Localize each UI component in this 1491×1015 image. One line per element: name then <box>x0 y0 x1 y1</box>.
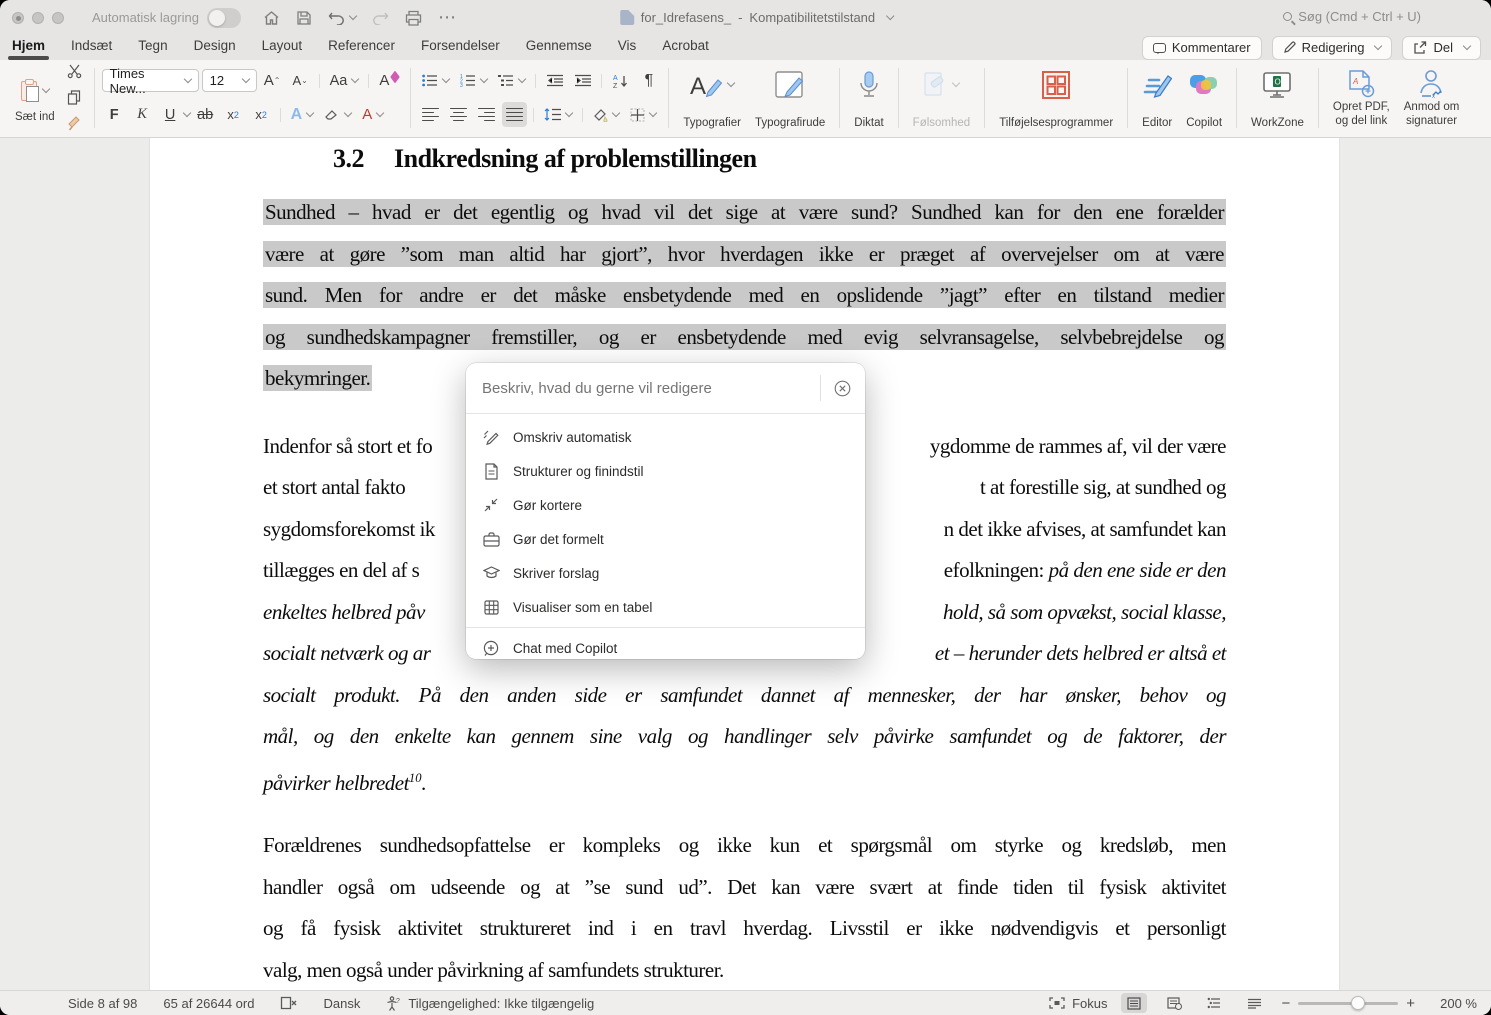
editor-icon <box>1142 72 1172 98</box>
zoom-slider-thumb[interactable] <box>1351 996 1365 1010</box>
menu-item-skriver-forslag[interactable] <box>466 556 865 590</box>
selected-line: være at gøre ”som man altid har gjort”, hvor hverdagen ikke er præget af overvejelser om at være <box>265 241 1224 266</box>
styles-pane-button[interactable] <box>748 65 832 131</box>
align-center-button[interactable] <box>446 102 471 127</box>
tab-acrobat[interactable]: Acrobat <box>662 38 709 53</box>
heading-text: Indkredsning af problemstillingen <box>394 144 757 173</box>
styles-pane-label: Typografirude <box>754 117 826 129</box>
multilevel-list-button[interactable] <box>494 68 529 93</box>
request-signatures-label: Anmod om signaturer <box>1403 101 1460 128</box>
tab-forsendelser[interactable]: Forsendelser <box>420 38 500 53</box>
section-heading <box>263 142 1226 180</box>
align-left-button[interactable] <box>418 102 443 127</box>
addins-label: Tilføjelsesprogrammer <box>999 117 1114 129</box>
svg-text:2: 2 <box>460 78 464 85</box>
addins-button[interactable] <box>992 65 1120 131</box>
shrink-font-button[interactable]: A ⌄ <box>292 73 308 88</box>
copilot-label: Copilot <box>1186 117 1223 129</box>
zoom-out-button[interactable]: − <box>1281 994 1291 1012</box>
text-line: sygdomsforekomst ik n det ikke afvises, at samfundet kan <box>263 516 1226 541</box>
text-effects-button[interactable]: A <box>287 102 318 127</box>
document-icon <box>482 462 500 480</box>
web-layout-view-button[interactable] <box>1161 993 1187 1013</box>
dictate-label: Diktat <box>854 117 884 129</box>
svg-text:A: A <box>613 74 619 82</box>
menu-item-label: Chat med Copilot <box>513 640 618 656</box>
text-line: Indenfor så stort et fo ygdomme de rammes af, vil der være <box>263 433 1226 458</box>
accessibility-label: Tilgængelighed: Ikke tilgængelig <box>408 995 595 1011</box>
copilot-popup <box>466 363 865 659</box>
text-line: tillægges en del af s efolkningen: på den ene side er den <box>263 558 1226 582</box>
cut-button[interactable] <box>62 59 87 84</box>
increase-indent-button[interactable] <box>570 68 595 93</box>
font-color-button[interactable]: A <box>358 102 387 127</box>
subscript-button[interactable]: x 2 <box>227 107 239 122</box>
font-size-select[interactable] <box>202 69 257 92</box>
grow-font-button[interactable]: A ⌃ <box>263 72 281 89</box>
doc-title-text: for_Idrefasens_ <box>640 10 732 25</box>
language-indicator[interactable]: Dansk <box>323 995 361 1011</box>
save-icon[interactable] <box>296 10 312 26</box>
print-layout-view-button[interactable] <box>1121 993 1147 1013</box>
styles-icon <box>690 72 724 98</box>
selected-line: og sundhedskampagner fremstiller, og er ensbetydende med evig selvransagelse, selvbebrejdelse og <box>265 324 1224 349</box>
tab-indsaet[interactable]: Indsæt <box>71 38 113 53</box>
doc-title-dash: - <box>738 10 743 25</box>
pdf-link-icon <box>1346 69 1376 99</box>
word-doc-icon <box>620 10 634 25</box>
menu-item-label: Strukturer og finindstil <box>513 463 644 479</box>
draft-view-button[interactable] <box>1241 993 1267 1013</box>
create-pdf-label: Opret PDF, og del link <box>1332 101 1390 128</box>
underline-button[interactable]: U <box>164 106 176 123</box>
zoom-slider[interactable] <box>1298 1002 1398 1005</box>
menu-item-label: Visualiser som en tabel <box>513 599 653 615</box>
sensitivity-button[interactable] <box>906 65 978 131</box>
search-placeholder: Søg (Cmd + Ctrl + U) <box>1298 9 1421 24</box>
undo-button[interactable] <box>328 10 356 25</box>
sensitivity-label: Følsomhed <box>912 117 971 129</box>
dictate-button[interactable] <box>847 65 890 131</box>
svg-text:A: A <box>1353 76 1359 86</box>
superscript-button[interactable]: x 2 <box>255 107 267 122</box>
tab-gennemse[interactable]: Gennemse <box>525 38 592 53</box>
rewrite-icon <box>482 428 500 446</box>
text-line: valg, men også under påvirkning af samfundets strukturer. <box>263 957 724 982</box>
zoom-window-button[interactable] <box>52 12 64 24</box>
document-title[interactable] <box>620 0 893 35</box>
align-right-button[interactable] <box>474 102 499 127</box>
borders-button[interactable] <box>626 102 660 127</box>
shrink-icon <box>482 496 500 514</box>
zoom-in-button[interactable]: + <box>1406 994 1415 1012</box>
traffic-lights <box>12 12 64 24</box>
format-painter-button[interactable] <box>62 111 87 136</box>
comment-icon <box>1153 43 1166 53</box>
search-icon <box>1283 12 1292 21</box>
menu-item-label: Gør kortere <box>513 497 583 513</box>
editor-button[interactable] <box>1135 65 1179 131</box>
briefcase-icon <box>482 530 500 548</box>
menu-item-omskriv-automatisk[interactable] <box>466 420 865 454</box>
text-line: mål, og den enkelte kan gennem sine valg og handlinger selv påvirke samfundet og de faktorer, der <box>263 724 1226 748</box>
menu-item-goer-det-formelt[interactable] <box>466 522 865 556</box>
focus-mode-button[interactable] <box>1049 996 1107 1011</box>
text-line: socialt netværk og ar et – herunder dets helbred er altså et <box>263 641 1226 665</box>
numbered-list-button[interactable] <box>456 68 491 93</box>
strikethrough-button[interactable]: ab <box>197 106 214 123</box>
workzone-label: WorkZone <box>1251 117 1304 129</box>
undo-chevron-icon[interactable] <box>349 11 357 19</box>
tab-vis[interactable]: Vis <box>617 38 637 53</box>
menu-item-label: Omskriv automatisk <box>513 429 632 445</box>
svg-text:1: 1 <box>460 74 464 80</box>
text-line: påvirker helbredet$^{10}$. <box>263 770 427 795</box>
proofing-icon[interactable] <box>280 996 297 1010</box>
font-name-value: Times New... <box>109 65 146 96</box>
zoom-control <box>1281 995 1415 1012</box>
outline-view-button[interactable] <box>1201 993 1227 1013</box>
microphone-icon <box>858 71 880 99</box>
copilot-icon <box>1188 71 1220 99</box>
menu-item-visualiser-som-tabel[interactable] <box>466 590 865 624</box>
share-chevron-icon <box>1463 41 1471 49</box>
redo-button[interactable] <box>372 10 389 25</box>
tab-hjem[interactable]: Hjem <box>12 38 45 57</box>
clear-formatting-button[interactable]: A <box>375 68 403 93</box>
clipboard-icon <box>21 81 37 101</box>
workzone-icon <box>1260 71 1294 99</box>
autosave-toggle[interactable] <box>207 8 241 28</box>
pencil-icon <box>1283 41 1296 54</box>
sort-button[interactable] <box>608 68 633 93</box>
comments-button[interactable] <box>1142 36 1262 60</box>
selected-line: bekymringer. <box>265 366 371 390</box>
ribbon-tabs-row <box>0 35 1491 60</box>
status-bar <box>0 990 1491 1015</box>
tab-referencer[interactable]: Referencer <box>328 38 395 53</box>
document-area <box>0 138 1491 990</box>
shading-button[interactable] <box>589 102 623 127</box>
text-line: socialt produkt. På den anden side er samfundet dannet af mennesker, der har ønsker, behov og <box>263 682 1226 707</box>
selected-line: sund. Men for andre er det måske ensbetydende med en opslidende ”jagt” efter en tilstand medier <box>265 283 1224 307</box>
svg-text:x: x <box>1431 93 1435 99</box>
search-field[interactable] <box>1283 9 1421 24</box>
comments-label: Kommentarer <box>1171 40 1251 55</box>
tab-design[interactable]: Design <box>193 38 236 53</box>
text-line: et stort antal fakto t at forestille sig, at sundhed og <box>263 475 1226 499</box>
compat-mode-label: Kompatibilitetstilstand <box>749 10 876 25</box>
svg-text:O: O <box>1274 77 1282 87</box>
editing-mode-button[interactable] <box>1272 36 1393 60</box>
home-icon[interactable] <box>263 10 280 26</box>
svg-text:3: 3 <box>460 83 464 87</box>
svg-text:Z: Z <box>613 82 618 88</box>
chat-plus-icon <box>482 639 500 657</box>
autosave-label: Automatisk lagring <box>92 10 199 25</box>
bullet-list-button[interactable] <box>418 68 453 93</box>
editor-label: Editor <box>1142 117 1173 129</box>
minimize-window-button[interactable] <box>32 12 44 24</box>
justify-button[interactable] <box>502 102 527 127</box>
addins-grid-icon <box>1041 70 1071 100</box>
paste-button[interactable] <box>8 71 62 125</box>
svg-text:?: ? <box>396 997 401 1005</box>
font-size-value: 12 <box>209 73 225 88</box>
ribbon <box>0 60 1491 138</box>
bold-button[interactable]: F <box>109 106 119 123</box>
signature-icon <box>1417 69 1447 99</box>
page-count[interactable]: Side 8 af 98 <box>68 995 138 1011</box>
menu-item-goer-kortere[interactable] <box>466 488 865 522</box>
request-signatures-button[interactable] <box>1397 65 1467 131</box>
styles-label: Typografier <box>683 117 741 129</box>
accessibility-status[interactable] <box>386 996 594 1011</box>
share-icon <box>1413 41 1427 54</box>
copy-button[interactable] <box>62 85 87 110</box>
close-icon[interactable] <box>831 377 853 399</box>
zoom-percentage[interactable]: 200 % <box>1440 995 1477 1011</box>
styles-button[interactable] <box>676 65 748 131</box>
menu-item-chat-med-copilot[interactable] <box>466 631 865 659</box>
title-chevron-icon[interactable] <box>886 11 894 19</box>
share-button[interactable] <box>1402 36 1481 60</box>
menu-item-strukturer-og-finindstil[interactable] <box>466 454 865 488</box>
share-label: Del <box>1433 40 1453 55</box>
change-case-button[interactable]: Aa <box>326 68 363 93</box>
workzone-button[interactable] <box>1244 65 1311 131</box>
graduation-cap-icon <box>482 564 500 582</box>
copilot-prompt-placeholder: Beskriv, hvad du gerne vil redigere <box>482 379 712 397</box>
print-icon[interactable] <box>405 10 422 26</box>
editing-label: Redigering <box>1301 40 1365 55</box>
show-paragraph-marks-button[interactable]: ¶ <box>644 71 654 89</box>
highlight-color-button[interactable] <box>320 102 355 127</box>
paragraph-bottom <box>263 825 1226 990</box>
text-line: Forældrenes sundhedsopfattelse er kompleks og ikke kun et spørgsmål om styrke og kredsløb, men <box>263 833 1226 857</box>
decrease-indent-button[interactable] <box>542 68 567 93</box>
tab-tegn[interactable]: Tegn <box>138 38 168 53</box>
svg-text:A: A <box>690 73 707 98</box>
selected-line: Sundhed – hvad er det egentlig og hvad vil det sige at være sund? Sundhed kan for den ene forælder <box>265 200 1224 224</box>
titlebar <box>0 0 1491 35</box>
editing-chevron-icon <box>1374 41 1382 49</box>
focus-label: Fokus <box>1072 995 1108 1011</box>
copilot-prompt-input[interactable] <box>466 363 865 414</box>
line-spacing-button[interactable] <box>540 102 576 127</box>
menu-item-label: Gør det formelt <box>513 531 604 547</box>
font-name-select[interactable] <box>102 65 199 96</box>
tab-layout[interactable]: Layout <box>261 38 303 53</box>
heading-number: 3.2 <box>333 144 364 173</box>
menu-item-label: Skriver forslag <box>513 565 600 581</box>
more-options-icon[interactable]: ⋯ <box>437 7 457 27</box>
italic-button[interactable]: K <box>137 106 147 122</box>
text-line: handler også om udseende og at ”se sund ud”. Det kan være svært at finde tiden til fysisk aktivitet <box>263 874 1226 899</box>
text-line: og få fysisk aktivitet struktureret ind i en travl hverdag. Livsstil er ikke nødvendigvis et personligt <box>263 916 1226 940</box>
paste-label: Sæt ind <box>15 111 55 123</box>
close-window-button[interactable] <box>12 12 24 24</box>
table-icon <box>482 598 500 616</box>
sensitivity-icon <box>923 71 949 99</box>
styles-pane-icon <box>775 71 805 99</box>
menu-divider <box>466 627 865 628</box>
word-count[interactable]: 65 af 26644 ord <box>163 995 255 1011</box>
create-pdf-button[interactable] <box>1326 65 1397 131</box>
copilot-button[interactable] <box>1179 65 1229 131</box>
text-line: enkeltes helbred påv hold, så som opvækst, social klasse, <box>263 599 1226 624</box>
